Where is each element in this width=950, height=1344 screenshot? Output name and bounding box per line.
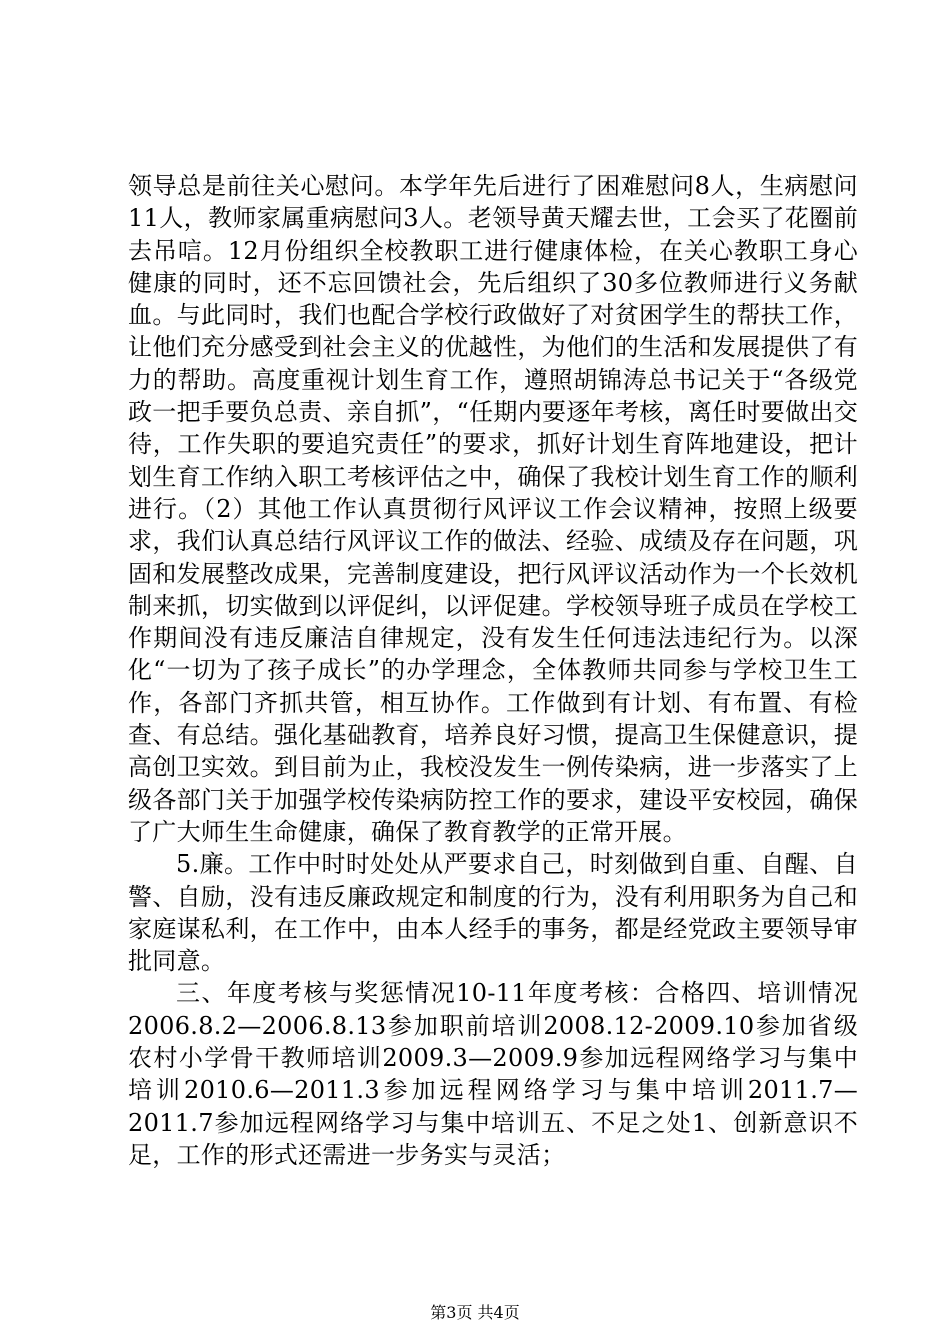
page-number: 第3页 共4页	[430, 1303, 520, 1322]
paragraph-lian: 5.廉。工作中时时处处从严要求自己，时刻做到自重、自醒、自警、自励，没有违反廉政规定和制度的行为，没有利用职务为自己和家庭谋私利，在工作中，由本人经手的事务，都是经党政主要领导审批同意。	[128, 850, 858, 976]
document-body	[128, 170, 858, 1171]
paragraph-continued: 领导总是前往关心慰问。本学年先后进行了困难慰问8人，生病慰问11人，教师家属重病慰问3人。老领导黄天耀去世，工会买了花圈前去吊唁。12月份组织全校教职工进行健康体检，在关心教职工身心健康的同时，还不忘回馈社会，先后组织了30多位教师进行义务献血。与此同时，我们也配合学校行政做好了对贫困学生的帮扶工作，让他们充分感受到社会主义的优越性，为他们的生活和发展提供了有力的帮助。高度重视计划生育工作，遵照胡锦涛总书记关于“各级党政一把手要负总责、亲自抓”，“任期内要逐年考核，离任时要做出交待，工作失职的要追究责任”的要求，抓好计划生育阵地建设，把计划生育工作纳入职工考核评估之中，确保了我校计划生育工作的顺利进行。（2）其他工作认真贯彻行风评议工作会议精神，按照上级要求，我们认真总结行风评议工作的做法、经验、成绩及存在问题，巩固和发展整改成果，完善制度建设，把行风评议活动作为一个长效机制来抓，切实做到以评促纠，以评促建。学校领导班子成员在学校工作期间没有违反廉洁自律规定，没有发生任何违法违纪行为。以深化“一切为了孩子成长”的办学理念，全体教师共同参与学校卫生工作，各部门齐抓共管，相互协作。工作做到有计划、有布置、有检查、有总结。强化基础教育，培养良好习惯，提高卫生保健意识，提高创卫实效。到目前为止，我校没发生一例传染病，进一步落实了上级各部门关于加强学校传染病防控工作的要求，建设平安校园，确保了广大师生生命健康，确保了教育教学的正常开展。	[128, 172, 858, 846]
paragraph-assessment-training: 三、年度考核与奖惩情况10-11年度考核：合格四、培训情况2006.8.2—2006.8.13参加职前培训2008.12-2009.10参加省级农村小学骨干教师培训2009.3—2009.9参加远程网络学习与集中培训2010.6—2011.3参加远程网络学习与集中培训2011.7—2011.7参加远程网络学习与集中培训五、不足之处1、创新意识不足，工作的形式还需进一步务实与灵活；	[128, 979, 858, 1169]
